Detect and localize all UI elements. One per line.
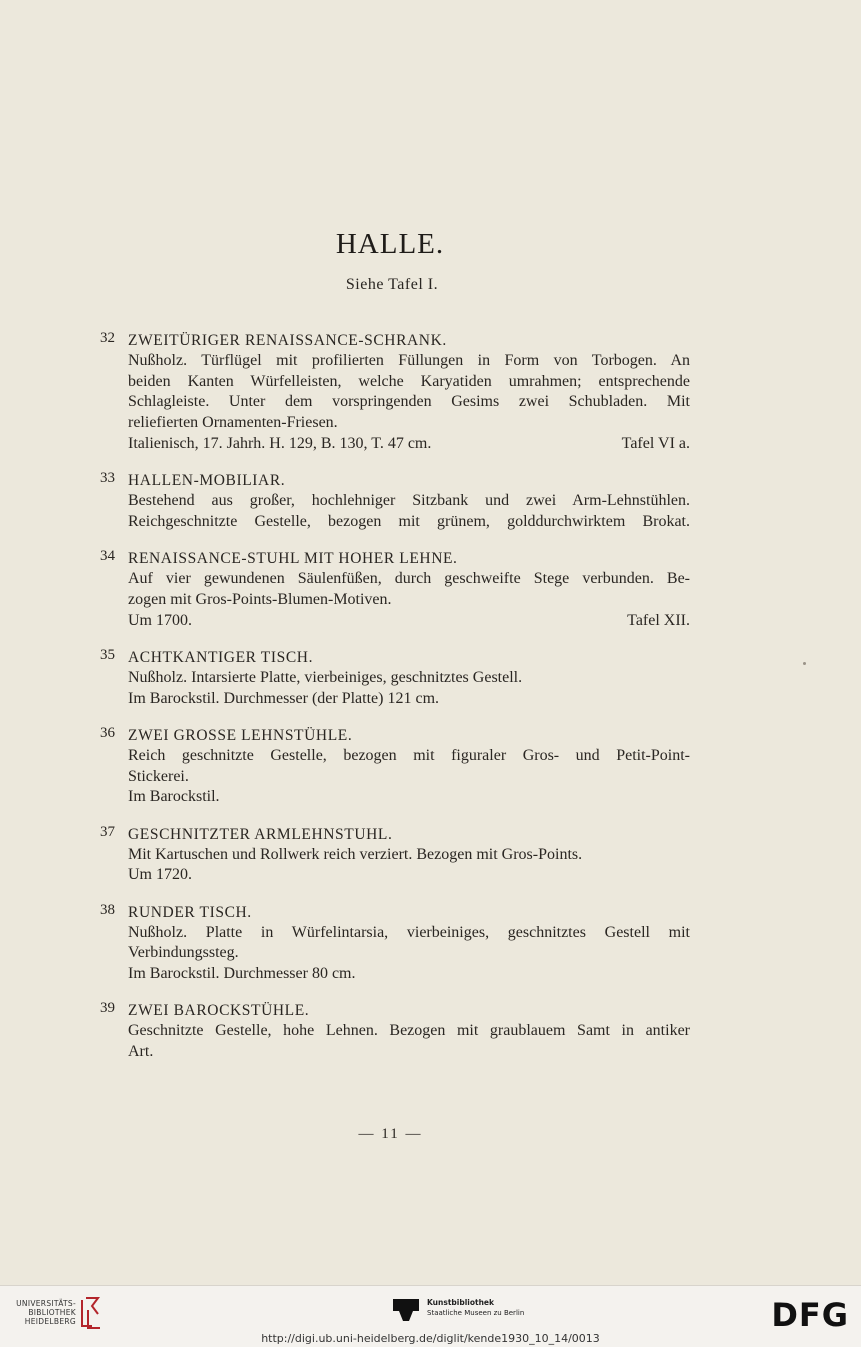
entry-text-line: Um 1720.: [128, 866, 192, 883]
ub-label-line: BIBLIOTHEK: [28, 1308, 76, 1317]
entry-meta: [128, 610, 690, 631]
entry-origin-dimensions: Italienisch, 17. Jahrh. H. 129, B. 130, T. 47 cm.: [128, 435, 432, 452]
entry-text-line: zogen mit Gros-Points-Blumen-Motiven.: [128, 590, 392, 608]
ub-label-line: HEIDELBERG: [24, 1317, 76, 1326]
page-title: HALLE.: [335, 228, 445, 260]
ub-heidelberg-label[interactable]: [12, 1299, 76, 1326]
entry-number: 32: [100, 330, 115, 346]
entry-plate-reference: Tafel VI a.: [621, 435, 690, 452]
entry-text-line: Im Barockstil.: [128, 788, 220, 805]
entry-text-line: Schlagleiste. Unter dem vorspringenden Gesims zwei Schubladen. Mit: [128, 393, 690, 410]
page-subtitle: Siehe Tafel I.: [345, 276, 439, 293]
catalog-entries: [100, 330, 690, 1062]
catalog-entry-36: [100, 725, 690, 808]
entry-text-line: Reich geschnitzte Gestelle, bezogen mit figuraler Gros- und Petit-Point-: [128, 747, 690, 764]
ub-label-line: UNIVERSITÄTS-: [16, 1299, 76, 1308]
kb-name: Kunstbibliothek: [427, 1298, 495, 1307]
entry-number: 35: [100, 647, 115, 663]
entry-number: 38: [100, 901, 115, 918]
entry-number: 33: [100, 470, 115, 486]
entry-meta: [128, 433, 690, 454]
entry-title: ZWEITÜRIGER RENAISSANCE-SCHRANK.: [128, 332, 447, 349]
catalog-entry-37: [100, 824, 690, 886]
entry-title: ACHTKANTIGER TISCH.: [128, 649, 314, 666]
kb-subtitle: Staatliche Museen zu Berlin: [427, 1308, 525, 1317]
kunstbibliothek-label[interactable]: [427, 1298, 524, 1318]
entry-text-line: Im Barockstil. Durchmesser 80 cm.: [128, 964, 356, 982]
entry-text-line: reliefierten Ornamenten-Friesen.: [128, 413, 338, 431]
entry-text-line: Reichgeschnitzte Gestelle, bezogen mit grünem, golddurchwirktem Brokat.: [128, 512, 690, 530]
entry-text-line: Auf vier gewundenen Säulenfüßen, durch geschweifte Stege verbunden. Be-: [128, 570, 690, 587]
entry-number: 36: [100, 725, 115, 741]
catalog-entry-39: [100, 1000, 690, 1062]
entry-text-line: Verbindungssteg.: [128, 944, 239, 961]
entry-title: RUNDER TISCH.: [128, 903, 252, 921]
entry-text-line: Geschnitzte Gestelle, hohe Lehnen. Bezogen mit graublauem Samt in antiker: [128, 1022, 690, 1039]
entry-number: 34: [100, 548, 115, 564]
permalink-url[interactable]: http://digi.ub.uni-heidelberg.de/diglit/kende1930_10_14/0013: [261, 1332, 600, 1345]
entry-text-line: Nußholz. Intarsierte Platte, vierbeiniges, geschnitztes Gestell.: [128, 669, 523, 686]
entry-text-line: Bestehend aus großer, hochlehniger Sitzbank und zwei Arm-Lehnstühlen.: [128, 492, 690, 509]
entry-text-line: Stickerei.: [128, 767, 189, 785]
entry-date: Um 1700.: [128, 612, 192, 629]
entry-plate-reference: Tafel XII.: [627, 612, 690, 629]
digitization-footer: [0, 1285, 861, 1347]
catalog-entry-38: [100, 902, 690, 985]
page-number: — 11 —: [358, 1126, 423, 1142]
dfg-logo[interactable]: DFG: [771, 1296, 849, 1334]
ub-heidelberg-logo-icon[interactable]: [78, 1296, 104, 1330]
entry-text-line: Art.: [128, 1042, 154, 1060]
entry-text-line: Im Barockstil. Durchmesser (der Platte) 121 cm.: [128, 689, 440, 707]
entry-number: 39: [100, 1000, 115, 1016]
entry-title: GESCHNITZTER ARMLEHNSTUHL.: [128, 825, 393, 843]
entry-text-line: Nußholz. Platte in Würfelintarsia, vierbeiniges, geschnitztes Gestell mit: [128, 923, 690, 941]
entry-title: RENAISSANCE-STUHL MIT HOHER LEHNE.: [128, 550, 458, 567]
kunstbibliothek-logo-icon[interactable]: [393, 1297, 421, 1325]
entry-title: ZWEI GROSSE LEHNSTÜHLE.: [128, 727, 353, 744]
entry-text-line: beiden Kanten Würfelleisten, welche Karyatiden umrahmen; entsprechende: [128, 372, 690, 390]
catalog-entry-35: [100, 647, 690, 709]
catalog-entry-34: [100, 548, 690, 631]
paper-speck: [803, 662, 806, 665]
entry-title: ZWEI BAROCKSTÜHLE.: [128, 1002, 310, 1019]
entry-text-line: Nußholz. Türflügel mit profilierten Füllungen in Form von Torbogen. An: [128, 352, 690, 369]
catalog-entry-33: [100, 470, 690, 532]
catalog-entry-32: [100, 330, 690, 454]
entry-number: 37: [100, 823, 115, 840]
entry-title: HALLEN-MOBILIAR.: [128, 472, 286, 489]
entry-text-line: Mit Kartuschen und Rollwerk reich verziert. Bezogen mit Gros-Points.: [128, 845, 583, 863]
